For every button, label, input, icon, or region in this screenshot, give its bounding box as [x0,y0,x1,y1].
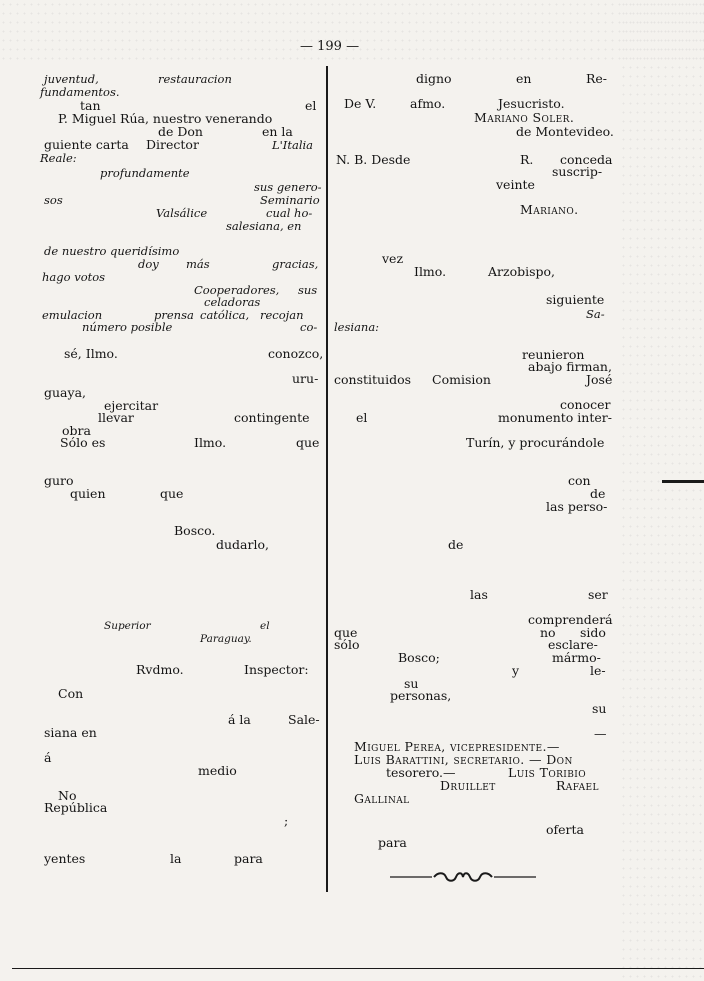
text-line: De V. [344,96,377,111]
text-line: el [260,620,270,632]
text-line: juventud, [44,72,99,86]
text-line: Bosco; [398,650,440,665]
text-line: salesiana, en [226,219,302,233]
text-line: las [470,587,488,602]
text-line: su [404,676,419,691]
text-line: abajo firman, [528,359,612,374]
text-line: ser [588,587,608,602]
text-line: José [586,372,613,387]
text-line: le- [590,663,606,678]
text-line: suscrip- [552,164,603,179]
text-line: Inspector: [244,662,309,677]
signatory-line: Miguel Perea, vicepresidente.— [354,739,560,754]
text-line: sus genero- [254,180,322,194]
text-line: restauracion [158,72,232,86]
text-line: digno [416,71,452,86]
text-line: Rvdmo. [136,662,184,677]
text-line: siana en [44,725,97,740]
text-line: de [448,537,464,552]
text-line: Sólo es [60,435,106,450]
text-line: celadoras [204,295,261,309]
text-line: prensa [154,308,194,322]
text-line: á [44,750,52,765]
text-line: número posible [82,320,173,334]
text-line: á la [228,712,251,727]
text-line: guro [44,473,74,488]
text-line: vez [382,251,404,266]
text-line: monumento inter- [498,410,612,425]
text-line: veinte [496,177,535,192]
text-line: recojan [260,308,304,322]
text-line: reunieron [522,347,585,362]
text-line: Re- [586,71,608,86]
text-line: que [296,435,320,450]
text-line: tesorero.— [386,765,456,780]
text-line: medio [198,763,237,778]
text-line: guiente carta [44,137,129,152]
text-line: Seminario [260,193,320,207]
text-line: República [44,800,108,815]
text-line: Reale: [40,151,77,165]
signatory-line: Luis Toribio [508,765,586,780]
text-line: dudarlo, [216,537,269,552]
text-line: Con [58,686,84,701]
text-line: para [378,835,407,850]
text-line: sus [298,283,318,297]
text-line: Valsálice [156,206,208,220]
signature-name: Mariano. [520,202,579,217]
text-line: siguiente [546,292,605,307]
text-line: de [590,486,606,501]
text-line: personas, [390,688,452,703]
text-line: católica, [200,308,250,322]
text-line: las perso- [546,499,608,514]
text-line: sos [44,193,63,207]
text-line: lesiana: [334,320,380,334]
text-line: N. B. Desde [336,152,411,167]
text-line: — [594,726,607,741]
text-line: hago votos [42,270,106,284]
text-line: Sale- [288,712,320,727]
text-line: comprenderá [528,612,613,627]
text-line: yentes [44,851,86,866]
text-line: tan [80,98,101,113]
text-line: para [234,851,263,866]
text-line: contingente [234,410,310,425]
text-line: Bosco. [174,523,216,538]
text-line: no [540,625,556,640]
scan-noise-right [620,0,704,981]
ornament-divider [390,870,536,884]
text-line: emulacion [42,308,103,322]
signatory-line: Gallinal [354,791,410,806]
signatory-line: Luis Barattini, secretario. — Don [354,752,573,767]
signature-name: Mariano Soler. [474,110,575,125]
text-line: esclare- [548,637,598,652]
bottom-rule [12,968,704,969]
text-line: que [160,486,184,501]
text-line: Comision [432,372,491,387]
text-line: de nuestro queridísimo [44,244,180,258]
text-line: co- [300,320,318,334]
text-line: profundamente [100,166,190,180]
text-line: Cooperadores, [194,283,280,297]
text-line: sólo [334,637,360,652]
text-line: ejercitar [104,398,159,413]
text-line: constituidos [334,372,412,387]
text-line: Paraguay. [200,633,252,645]
text-line: su [592,701,607,716]
text-line: cual ho- [266,206,313,220]
column-divider [326,66,328,892]
text-line: de Montevideo. [516,124,614,139]
text-line: Arzobispo, [488,264,556,279]
text-line: oferta [546,822,585,837]
text-line: guaya, [44,385,86,400]
signatory-line: Rafael [556,778,599,793]
text-line: la [170,851,182,866]
text-line: que [334,625,358,640]
text-line: R. [520,152,534,167]
text-line: de Don [158,124,203,139]
text-line: el [356,410,368,425]
margin-mark [662,480,704,483]
signatory-line: Druillet [440,778,496,793]
text-line: sé, Ilmo. [64,346,118,361]
text-line: No [58,788,77,803]
text-line: conceda [560,152,613,167]
text-line: gracias, [272,257,319,271]
text-line: L'Italia [272,138,314,152]
text-line: llevar [98,410,134,425]
text-line: doy [138,257,159,271]
text-line: en la [262,124,293,139]
text-line: fundamentos. [40,85,120,99]
text-line: Director [146,137,199,152]
text-line: Ilmo. [414,264,447,279]
text-line: conocer [560,397,611,412]
text-line: Superior [104,620,151,632]
text-line: afmo. [410,96,446,111]
text-line: obra [62,423,91,438]
text-line: más [186,257,210,271]
text-line: uru- [292,371,319,386]
page-number: — 199 — [300,39,360,54]
text-line: Jesucristo. [498,96,565,111]
text-line: mármo- [552,650,601,665]
text-line: P. Miguel Rúa, nuestro venerando [58,111,273,126]
text-line: Sa- [586,307,605,321]
text-line: y [512,663,520,678]
text-line: el [305,98,317,113]
text-line: ; [284,813,289,828]
text-line: sido [580,625,606,640]
text-line: Ilmo. [194,435,227,450]
text-line: con [568,473,591,488]
text-line: quien [70,486,106,501]
text-line: Turín, y procurándole [466,435,605,450]
text-line: conozco, [268,346,324,361]
text-line: en [516,71,532,86]
